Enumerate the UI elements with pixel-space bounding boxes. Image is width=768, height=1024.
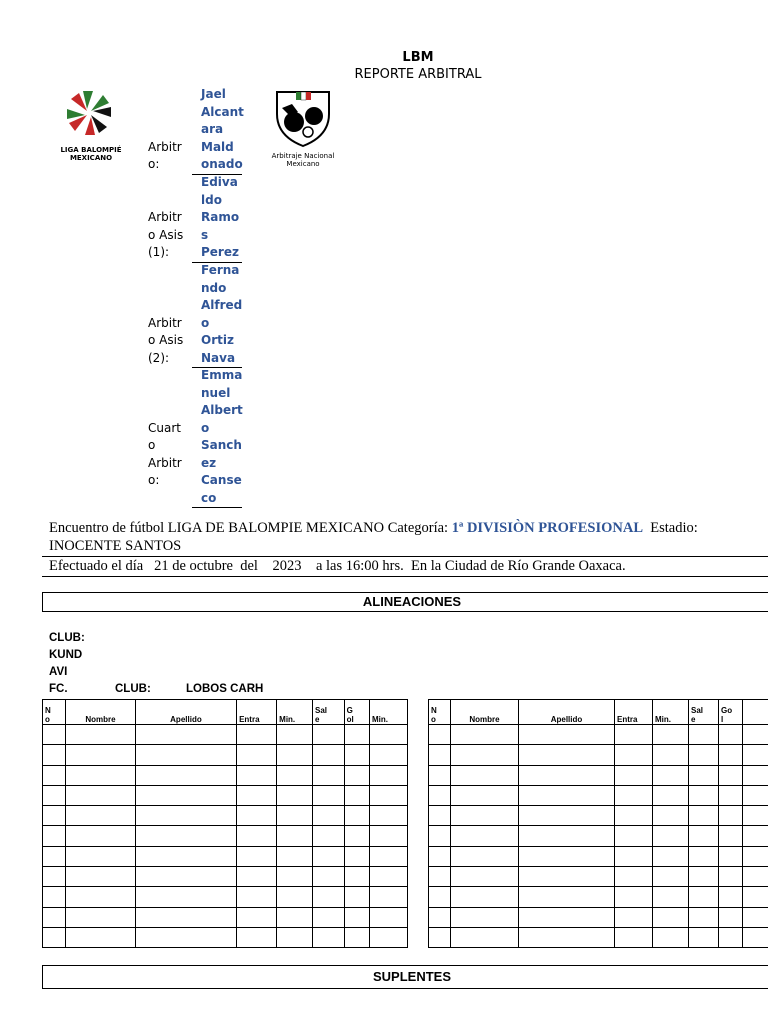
table-cell[interactable]	[429, 927, 451, 947]
table-cell[interactable]	[653, 887, 689, 907]
table-cell[interactable]	[429, 806, 451, 826]
referee-role-line: (2):	[148, 350, 170, 365]
referee-name-line: Ramo	[201, 210, 240, 224]
table-cell[interactable]	[313, 785, 345, 805]
table-cell[interactable]	[519, 725, 615, 745]
table-cell[interactable]	[344, 826, 369, 846]
table-cell[interactable]	[277, 867, 313, 887]
table-cell[interactable]	[43, 785, 66, 805]
table-cell[interactable]	[43, 806, 66, 826]
table-cell[interactable]	[519, 907, 615, 927]
table-cell[interactable]	[689, 907, 719, 927]
table-cell[interactable]	[43, 927, 66, 947]
table-cell[interactable]	[653, 846, 689, 866]
table-cell[interactable]	[689, 765, 719, 785]
table-cell[interactable]	[135, 907, 236, 927]
referee-role-line: Arbitr	[148, 210, 182, 224]
table-cell[interactable]	[369, 846, 407, 866]
category-value: 1ª DIVISIÒN PROFESIONAL	[451, 520, 643, 536]
table-cell[interactable]	[313, 907, 345, 927]
table-cell[interactable]	[653, 826, 689, 846]
subs-section-header: SUPLENTES	[42, 965, 768, 989]
match-date-line: Efectuado el día 21 de octubre del 2023 a las 16:00 hrs. En la Ciudad de Río Grande Oaxaca.	[49, 558, 626, 574]
lbm-logo	[55, 86, 127, 166]
column-header: Apellido	[135, 700, 236, 725]
referee-name-line: o	[201, 420, 210, 435]
table-cell[interactable]	[719, 846, 743, 866]
referee-name-line: Jael	[201, 87, 226, 101]
referee-name	[192, 174, 242, 263]
table-cell[interactable]	[313, 765, 345, 785]
table-cell[interactable]	[369, 745, 407, 765]
table-cell[interactable]	[344, 785, 369, 805]
match-intro: Encuentro de fútbol LIGA DE BALOMPIE MEXICANO Categoría:	[49, 520, 452, 536]
table-cell[interactable]	[313, 806, 345, 826]
table-cell[interactable]	[66, 765, 136, 785]
column-header: Sal e	[689, 700, 719, 725]
table-cell[interactable]	[519, 806, 615, 826]
referee-name	[192, 262, 242, 368]
column-header: Apellido	[519, 700, 615, 725]
table-cell[interactable]	[451, 927, 519, 947]
table-cell[interactable]	[277, 907, 313, 927]
table-cell[interactable]	[237, 826, 277, 846]
table-cell[interactable]	[369, 907, 407, 927]
table-cell[interactable]	[743, 725, 768, 745]
table-cell[interactable]	[237, 927, 277, 947]
table-cell[interactable]	[653, 765, 689, 785]
referee-role-label	[148, 367, 190, 490]
table-cell[interactable]	[135, 765, 236, 785]
table-cell[interactable]	[743, 765, 768, 785]
column-header	[743, 700, 768, 725]
table-cell[interactable]	[615, 846, 653, 866]
referee-name	[192, 86, 242, 175]
table-cell[interactable]	[689, 927, 719, 947]
column-header: N o	[43, 700, 66, 725]
column-header: Min.	[369, 700, 407, 725]
table-cell[interactable]	[615, 745, 653, 765]
table-cell[interactable]	[719, 785, 743, 805]
table-cell[interactable]	[344, 867, 369, 887]
table-cell[interactable]	[344, 887, 369, 907]
table-cell[interactable]	[313, 725, 345, 745]
referee-name-line: nuel	[201, 385, 231, 400]
table-cell[interactable]	[313, 867, 345, 887]
table-cell[interactable]	[519, 785, 615, 805]
table-cell[interactable]	[615, 785, 653, 805]
referee-role-line: o:	[148, 157, 160, 171]
table-cell[interactable]	[615, 725, 653, 745]
table-cell[interactable]	[451, 785, 519, 805]
table-cell[interactable]	[429, 887, 451, 907]
table-cell[interactable]	[43, 907, 66, 927]
column-header: Nombre	[66, 700, 136, 725]
table-cell[interactable]	[719, 927, 743, 947]
table-cell[interactable]	[743, 826, 768, 846]
lineups-section-header: ALINEACIONES	[42, 592, 768, 612]
table-row	[429, 806, 768, 826]
table-row	[43, 846, 408, 866]
arbitraje-logo-text-1: Arbitraje Nacional	[271, 152, 335, 160]
table-cell[interactable]	[429, 846, 451, 866]
table-cell[interactable]	[743, 806, 768, 826]
table-cell[interactable]	[237, 867, 277, 887]
column-header: G ol	[344, 700, 369, 725]
table-cell[interactable]	[519, 846, 615, 866]
referee-role-line: Cuart	[148, 420, 181, 435]
table-cell[interactable]	[369, 785, 407, 805]
table-cell[interactable]	[277, 725, 313, 745]
table-cell[interactable]	[743, 907, 768, 927]
table-cell[interactable]	[344, 745, 369, 765]
table-cell[interactable]	[719, 806, 743, 826]
table-row	[43, 867, 408, 887]
referee-role-label	[148, 262, 190, 367]
home-club-label	[49, 630, 85, 698]
table-cell[interactable]	[313, 826, 345, 846]
table-cell[interactable]	[689, 725, 719, 745]
table-cell[interactable]	[519, 765, 615, 785]
table-cell[interactable]	[237, 887, 277, 907]
table-cell[interactable]	[66, 907, 136, 927]
table-cell[interactable]	[277, 745, 313, 765]
referee-name-line: Ortiz	[201, 333, 234, 347]
table-cell[interactable]	[689, 806, 719, 826]
table-row	[429, 867, 768, 887]
table-cell[interactable]	[277, 846, 313, 866]
table-cell[interactable]	[66, 745, 136, 765]
column-header: Sal e	[313, 700, 345, 725]
lbm-logo-text-1: LIGA BALOMPIÉ	[60, 146, 122, 154]
home-lineup-table	[42, 699, 408, 948]
table-row	[429, 785, 768, 805]
table-cell[interactable]	[689, 867, 719, 887]
table-cell[interactable]	[43, 887, 66, 907]
referee-role-line	[148, 280, 190, 298]
referee-name-line: ldo	[201, 192, 222, 207]
table-cell[interactable]	[237, 745, 277, 765]
table-cell[interactable]	[135, 826, 236, 846]
table-cell[interactable]	[313, 745, 345, 765]
referee-role-line: Arbitr	[148, 139, 182, 154]
referee-name-line: Canse	[201, 473, 242, 487]
table-cell[interactable]	[719, 907, 743, 927]
referee-role-line: o:	[148, 473, 160, 487]
table-row	[429, 725, 768, 745]
referee-name-line: Sanch	[201, 438, 242, 452]
table-cell[interactable]	[344, 927, 369, 947]
table-cell[interactable]	[615, 826, 653, 846]
table-cell[interactable]	[615, 927, 653, 947]
away-club-label: CLUB:	[115, 683, 151, 695]
table-cell[interactable]	[237, 907, 277, 927]
table-cell[interactable]	[237, 725, 277, 745]
table-row	[43, 765, 408, 785]
table-cell[interactable]	[689, 785, 719, 805]
referee-role-line	[148, 86, 190, 104]
table-cell[interactable]	[689, 846, 719, 866]
column-header: Min.	[653, 700, 689, 725]
referee-name-line: s	[201, 227, 209, 242]
table-cell[interactable]	[653, 785, 689, 805]
table-row	[43, 927, 408, 947]
table-cell[interactable]	[451, 846, 519, 866]
table-cell[interactable]	[43, 765, 66, 785]
referee-name-line: Ediva	[201, 175, 238, 189]
table-cell[interactable]	[743, 887, 768, 907]
table-cell[interactable]	[451, 826, 519, 846]
table-cell[interactable]	[451, 745, 519, 765]
table-cell[interactable]	[451, 765, 519, 785]
table-cell[interactable]	[719, 725, 743, 745]
referee-role-line	[148, 104, 190, 122]
table-cell[interactable]	[615, 806, 653, 826]
referee-role-line: (1):	[148, 245, 170, 259]
table-cell[interactable]	[451, 907, 519, 927]
divider	[42, 556, 768, 557]
table-cell[interactable]	[429, 826, 451, 846]
table-cell[interactable]	[429, 745, 451, 765]
table-cell[interactable]	[429, 867, 451, 887]
table-cell[interactable]	[66, 785, 136, 805]
table-cell[interactable]	[66, 846, 136, 866]
table-row	[429, 887, 768, 907]
table-cell[interactable]	[429, 765, 451, 785]
table-cell[interactable]	[519, 887, 615, 907]
table-row	[429, 927, 768, 947]
table-cell[interactable]	[369, 725, 407, 745]
table-cell[interactable]	[653, 907, 689, 927]
table-cell[interactable]	[743, 745, 768, 765]
table-row	[43, 907, 408, 927]
referee-role-line: o	[148, 438, 156, 452]
table-cell[interactable]	[743, 785, 768, 805]
table-cell[interactable]	[519, 745, 615, 765]
table-cell[interactable]	[135, 806, 236, 826]
arbitraje-logo-text-2: Mexicano	[286, 160, 320, 168]
table-cell[interactable]	[66, 927, 136, 947]
table-cell[interactable]	[43, 745, 66, 765]
referee-name-line: onado	[201, 157, 243, 171]
table-cell[interactable]	[277, 785, 313, 805]
column-header: Min.	[277, 700, 313, 725]
table-cell[interactable]	[344, 725, 369, 745]
table-cell[interactable]	[519, 826, 615, 846]
referee-role-line	[148, 174, 190, 192]
table-cell[interactable]	[369, 765, 407, 785]
referee-role-line: o Asis	[148, 333, 184, 347]
table-row	[43, 745, 408, 765]
table-cell[interactable]	[653, 806, 689, 826]
table-cell[interactable]	[689, 826, 719, 846]
column-header: Entra	[615, 700, 653, 725]
referee-name-line: Alcant	[201, 104, 244, 119]
table-cell[interactable]	[743, 927, 768, 947]
away-lineup-table	[428, 699, 768, 948]
referee-name-line: Fernа	[201, 263, 240, 277]
referee-name-line: ndo	[201, 280, 227, 295]
table-cell[interactable]	[66, 725, 136, 745]
table-cell[interactable]	[135, 785, 236, 805]
table-cell[interactable]	[615, 887, 653, 907]
table-cell[interactable]	[135, 745, 236, 765]
referee-role-line	[148, 121, 190, 139]
referee-role-line: o Asis	[148, 227, 184, 242]
table-cell[interactable]	[719, 867, 743, 887]
home-club-line: CLUB:	[49, 632, 85, 644]
table-row	[43, 725, 408, 745]
table-cell[interactable]	[277, 806, 313, 826]
away-club-name: LOBOS CARH	[186, 683, 264, 695]
referee-role-line	[148, 367, 190, 385]
lbm-logo-text-2: MEXICANO	[69, 154, 113, 162]
table-cell[interactable]	[344, 907, 369, 927]
table-cell[interactable]	[451, 887, 519, 907]
referee-role-line: Arbitr	[148, 455, 182, 470]
table-row	[429, 846, 768, 866]
stadium-label: Estadio:	[643, 520, 698, 536]
referee-name-line: Albert	[201, 403, 243, 417]
column-header: Go l	[719, 700, 743, 725]
table-cell[interactable]	[277, 887, 313, 907]
referee-name	[192, 367, 242, 508]
table-cell[interactable]	[66, 806, 136, 826]
table-cell[interactable]	[653, 745, 689, 765]
table-cell[interactable]	[277, 927, 313, 947]
table-cell[interactable]	[451, 806, 519, 826]
table-cell[interactable]	[135, 927, 236, 947]
referee-name-line: Nava	[201, 350, 236, 365]
table-cell[interactable]	[653, 927, 689, 947]
table-cell[interactable]	[743, 867, 768, 887]
stadium-value: INOCENTE SANTOS	[49, 538, 182, 554]
arbitraje-logo	[268, 86, 338, 170]
table-cell[interactable]	[344, 846, 369, 866]
referee-role-line	[148, 402, 190, 420]
table-cell[interactable]	[237, 846, 277, 866]
referee-name-line: ara	[201, 122, 224, 136]
referee-name-line: co	[201, 490, 217, 505]
referee-name-line: Alfred	[201, 298, 243, 312]
table-row	[43, 887, 408, 907]
table-cell[interactable]	[519, 867, 615, 887]
table-cell[interactable]	[344, 806, 369, 826]
table-cell[interactable]	[369, 927, 407, 947]
table-cell[interactable]	[719, 745, 743, 765]
table-cell[interactable]	[313, 887, 345, 907]
table-cell[interactable]	[615, 907, 653, 927]
table-cell[interactable]	[43, 867, 66, 887]
table-cell[interactable]	[135, 867, 236, 887]
table-cell[interactable]	[719, 826, 743, 846]
referee-name-line: Mald	[201, 139, 234, 154]
table-cell[interactable]	[743, 846, 768, 866]
table-cell[interactable]	[429, 785, 451, 805]
table-row	[43, 785, 408, 805]
table-cell[interactable]	[653, 725, 689, 745]
table-cell[interactable]	[313, 927, 345, 947]
table-cell[interactable]	[451, 867, 519, 887]
table-cell[interactable]	[615, 867, 653, 887]
table-cell[interactable]	[66, 867, 136, 887]
report-subtitle: REPORTE ARBITRAL	[354, 67, 482, 82]
referee-role-line	[148, 192, 190, 210]
table-cell[interactable]	[237, 785, 277, 805]
divider	[42, 576, 768, 577]
table-cell[interactable]	[43, 826, 66, 846]
referee-role-line	[148, 262, 190, 280]
table-cell[interactable]	[66, 887, 136, 907]
column-header: Entra	[237, 700, 277, 725]
table-cell[interactable]	[66, 826, 136, 846]
table-cell[interactable]	[277, 765, 313, 785]
table-cell[interactable]	[237, 765, 277, 785]
table-row	[429, 907, 768, 927]
report-title: LBM	[402, 50, 434, 65]
table-cell[interactable]	[429, 725, 451, 745]
table-cell[interactable]	[653, 867, 689, 887]
column-header: N o	[429, 700, 451, 725]
table-cell[interactable]	[135, 725, 236, 745]
table-cell[interactable]	[43, 846, 66, 866]
home-club-line: AVI	[49, 666, 68, 678]
table-cell[interactable]	[344, 765, 369, 785]
home-club-line: FC.	[49, 683, 68, 695]
table-cell[interactable]	[689, 745, 719, 765]
table-cell[interactable]	[719, 765, 743, 785]
referee-name-line: Perez	[201, 245, 239, 259]
referee-role-label	[148, 174, 190, 262]
table-cell[interactable]	[429, 907, 451, 927]
table-cell[interactable]	[135, 887, 236, 907]
table-row	[429, 765, 768, 785]
referee-role-label	[148, 86, 190, 174]
referee-role-line	[148, 297, 190, 315]
table-cell[interactable]	[689, 887, 719, 907]
table-cell[interactable]	[277, 826, 313, 846]
table-row	[429, 745, 768, 765]
home-club-line: KUND	[49, 649, 83, 661]
table-cell[interactable]	[369, 867, 407, 887]
referee-role-line	[148, 385, 190, 403]
table-row	[43, 806, 408, 826]
referee-name-line: Emma	[201, 368, 243, 382]
table-row	[429, 826, 768, 846]
table-cell[interactable]	[43, 725, 66, 745]
table-cell[interactable]	[237, 806, 277, 826]
match-info-line1	[49, 520, 768, 537]
table-cell[interactable]	[369, 887, 407, 907]
table-cell[interactable]	[451, 725, 519, 745]
table-cell[interactable]	[135, 846, 236, 866]
referee-role-line: Arbitr	[148, 315, 182, 330]
table-cell[interactable]	[615, 765, 653, 785]
table-cell[interactable]	[313, 846, 345, 866]
table-cell[interactable]	[519, 927, 615, 947]
table-cell[interactable]	[369, 826, 407, 846]
table-row	[43, 826, 408, 846]
column-header: Nombre	[451, 700, 519, 725]
table-cell[interactable]	[719, 887, 743, 907]
referee-name-line: ez	[201, 455, 217, 470]
table-cell[interactable]	[369, 806, 407, 826]
referee-name-line: o	[201, 315, 210, 330]
